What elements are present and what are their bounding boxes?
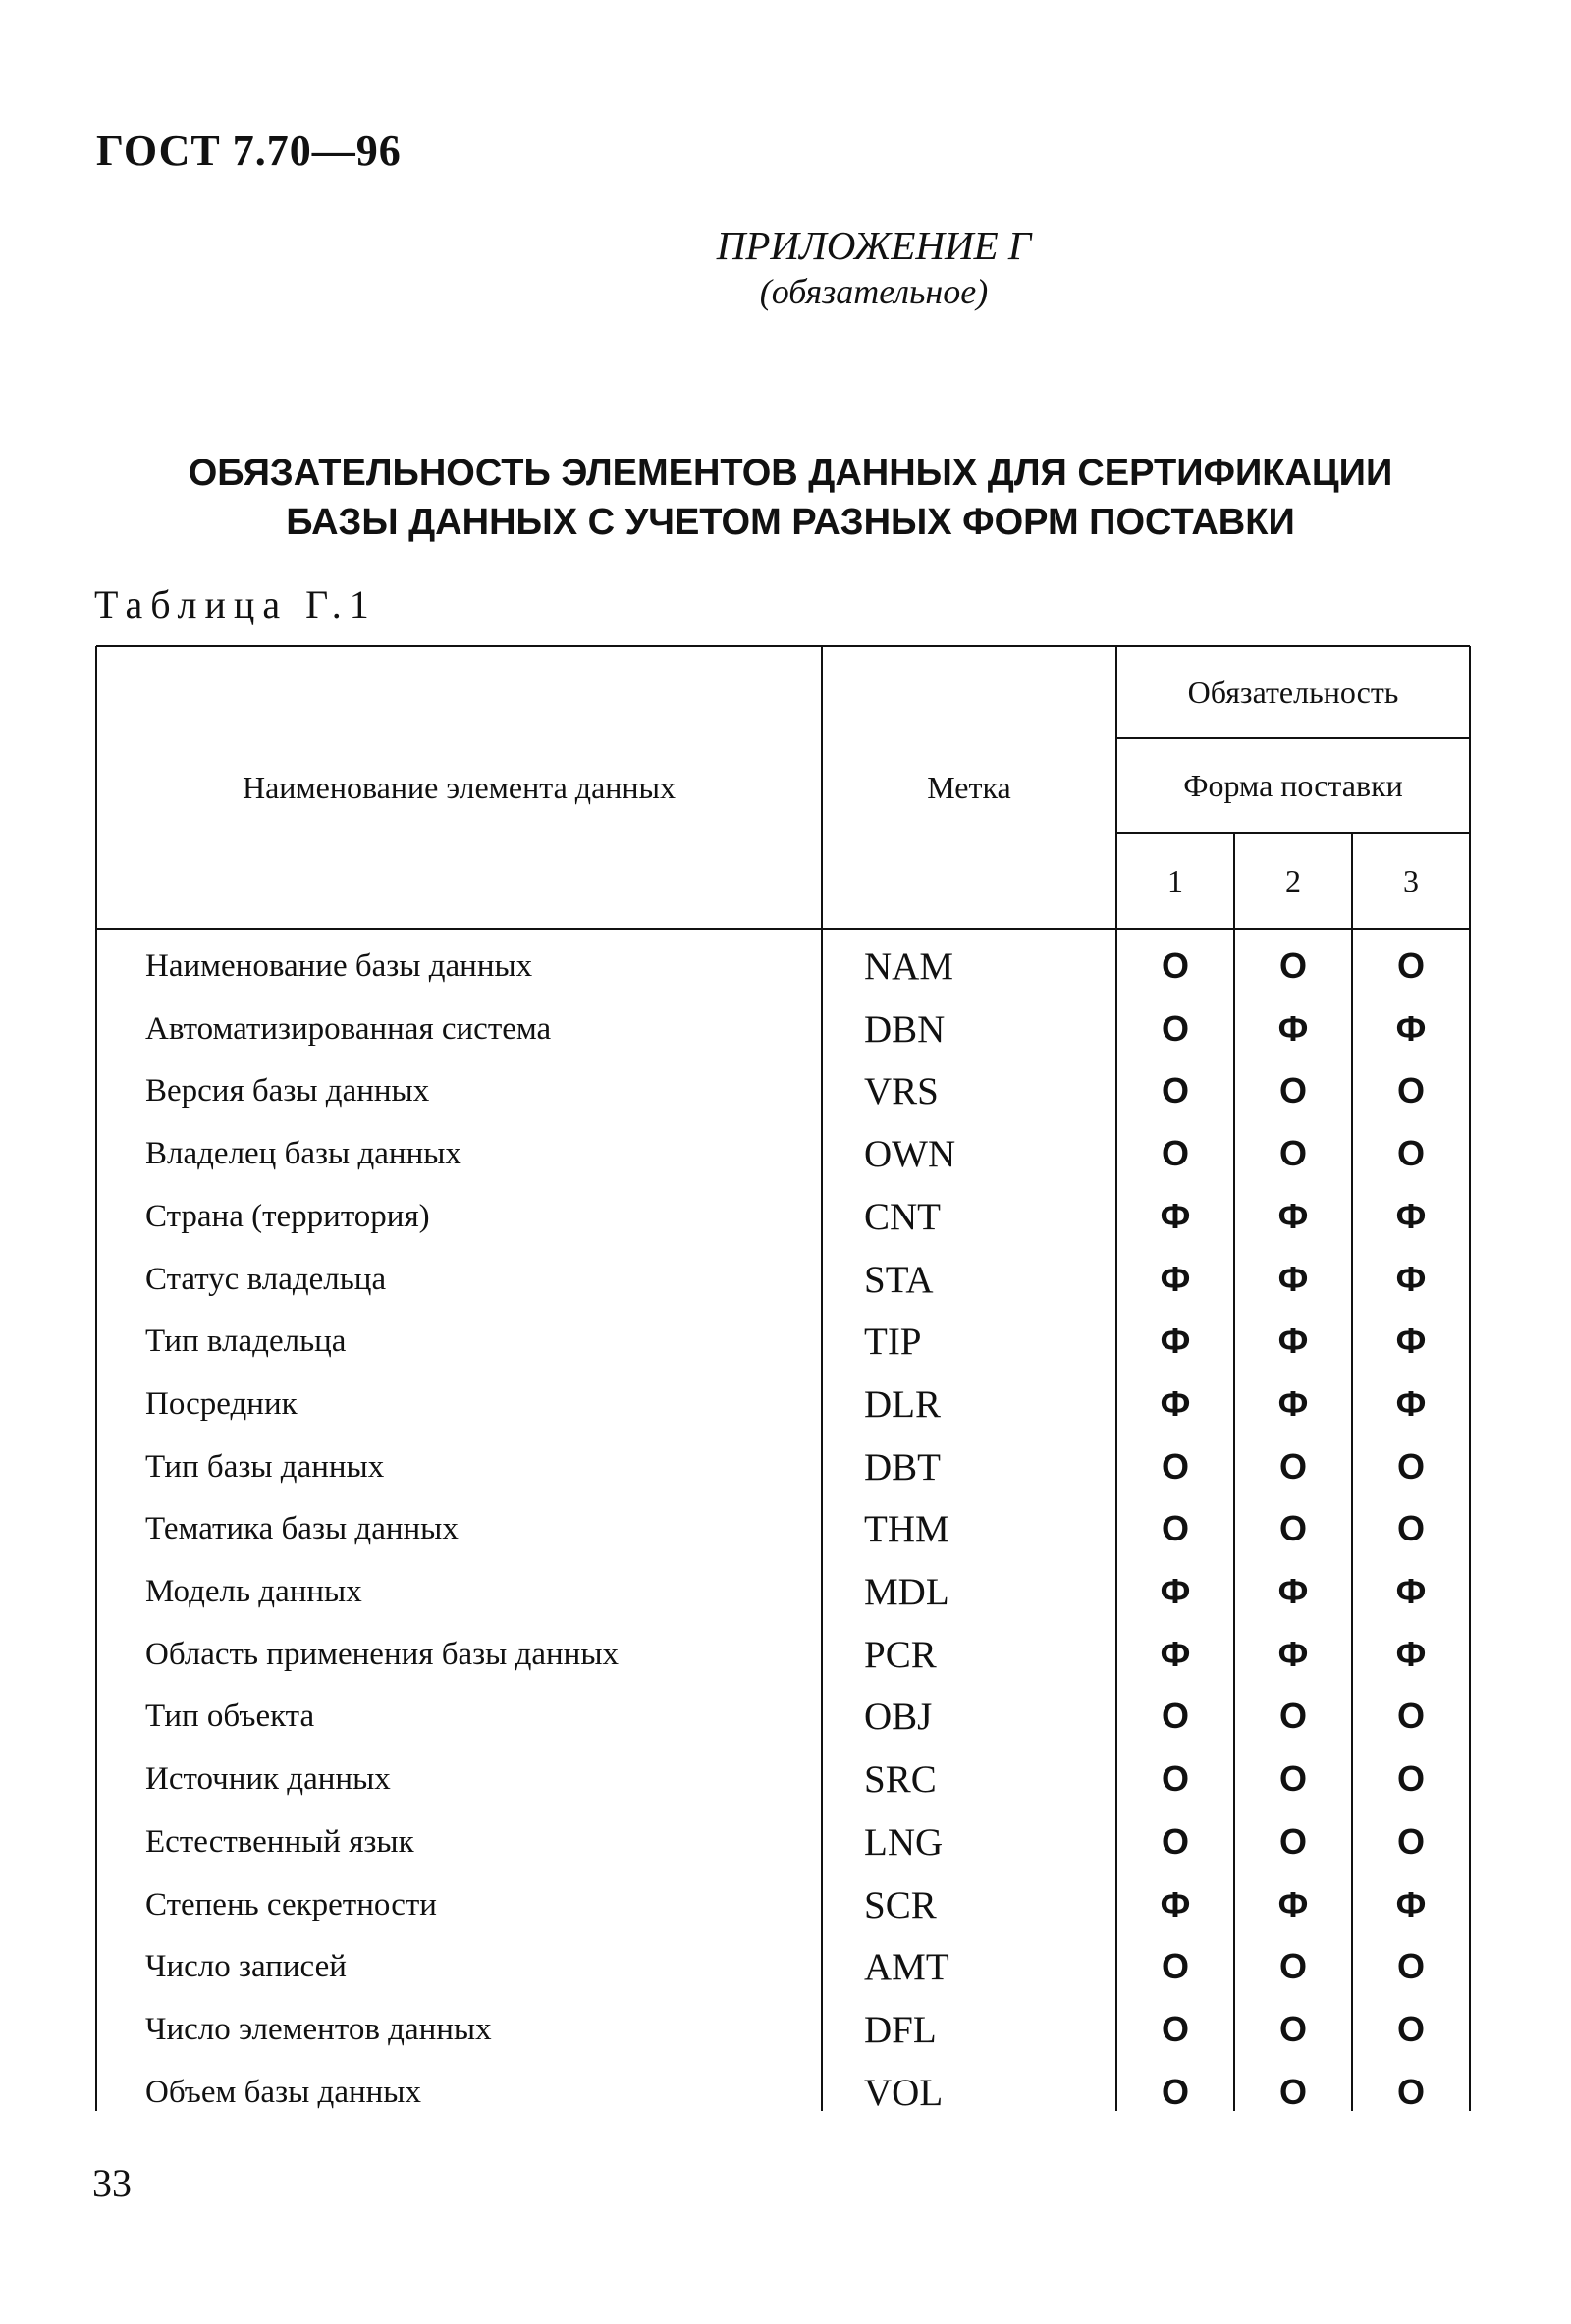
obligation-form-3: О [1396,2009,1425,2049]
page-number: 33 [92,2161,132,2205]
element-code: PCR [864,1633,937,1676]
element-name: Естественный язык [145,1823,414,1860]
obligation-form-3: Ф [1395,1259,1427,1299]
appendix-title: ПРИЛОЖЕНИЕ Г [716,223,1032,268]
obligation-form-1: Ф [1160,1634,1191,1674]
obligation-form-1: Ф [1160,1571,1191,1611]
element-name: Версия базы данных [145,1072,430,1108]
obligation-form-3: О [1396,1821,1425,1862]
obligation-form-1: О [1161,1696,1189,1736]
page-title-line-1: ОБЯЗАТЕЛЬНОСТЬ ЭЛЕМЕНТОВ ДАННЫХ ДЛЯ СЕРТИФИКАЦИИ [188,453,1393,494]
obligation-form-1: О [1161,1133,1189,1173]
obligation-form-2: Ф [1277,1008,1309,1049]
element-name: Число элементов данных [145,2011,492,2047]
header-obligation: Обязательность [1187,674,1399,710]
header-form-1: 1 [1167,862,1183,898]
obligation-form-1: Ф [1160,1884,1191,1924]
header-code: Метка [927,769,1011,805]
obligation-form-3: Ф [1395,1383,1427,1424]
obligation-form-3: О [1396,1696,1425,1736]
element-code: SRC [864,1757,937,1801]
element-name: Тематика базы данных [145,1510,459,1546]
element-code: LNG [864,1820,944,1864]
element-code: THM [864,1507,949,1550]
obligation-form-2: О [1278,1946,1307,1986]
obligation-form-3: О [1396,1508,1425,1548]
element-code: SCR [864,1883,937,1926]
obligation-form-3: Ф [1395,1008,1427,1049]
obligation-form-1: Ф [1160,1196,1191,1236]
obligation-form-1: Ф [1160,1321,1191,1361]
obligation-form-1: О [1161,1946,1189,1986]
obligation-form-3: О [1396,2072,1425,2112]
element-name: Число записей [145,1948,347,1984]
obligation-form-1: О [1161,1821,1189,1862]
obligation-form-2: Ф [1277,1571,1309,1611]
element-code: OBJ [864,1695,933,1738]
obligation-form-2: О [1278,2072,1307,2112]
obligation-form-2: О [1278,1821,1307,1862]
obligation-form-3: Ф [1395,1321,1427,1361]
obligation-form-3: О [1396,1070,1425,1110]
element-name: Посредник [145,1385,298,1422]
obligation-form-2: Ф [1277,1321,1309,1361]
element-code: AMT [864,1945,949,1988]
page-title [88,449,1492,547]
obligation-form-1: О [1161,1758,1189,1799]
element-code: DLR [864,1382,941,1426]
obligation-form-3: Ф [1395,1634,1427,1674]
element-code: NAM [864,945,954,988]
obligation-form-2: О [1278,946,1307,986]
element-code: DBN [864,1007,946,1051]
element-code: STA [864,1258,934,1301]
element-name: Статус владельца [145,1261,387,1297]
obligation-form-1: О [1161,1446,1189,1486]
element-name: Тип объекта [145,1698,315,1734]
page-title-line-2: БАЗЫ ДАННЫХ С УЧЕТОМ РАЗНЫХ ФОРМ ПОСТАВКИ [286,502,1295,543]
element-code: VRS [864,1069,939,1112]
obligation-form-2: О [1278,1070,1307,1110]
obligation-form-2: О [1278,1758,1307,1799]
element-name: Область применения базы данных [145,1636,620,1672]
header-delivery-form: Форма поставки [1183,767,1403,803]
element-code: DFL [864,2008,937,2051]
appendix-label [0,221,1571,313]
obligation-form-1: О [1161,2009,1189,2049]
obligation-form-2: О [1278,1133,1307,1173]
appendix-status: (обязательное) [759,272,989,311]
element-name: Модель данных [145,1573,362,1609]
obligation-form-2: О [1278,1446,1307,1486]
header-form-3: 3 [1403,862,1419,898]
obligation-form-2: Ф [1277,1884,1309,1924]
element-name: Степень секретности [145,1886,437,1922]
obligation-form-1: О [1161,1008,1189,1049]
element-name: Источник данных [145,1760,391,1797]
obligation-form-1: О [1161,946,1189,986]
obligation-form-1: О [1161,1070,1189,1110]
obligation-form-3: О [1396,1446,1425,1486]
obligation-form-2: Ф [1277,1383,1309,1424]
element-code: VOL [864,2071,944,2114]
obligation-form-3: О [1396,1133,1425,1173]
element-name: Наименование базы данных [145,947,533,984]
obligation-form-3: О [1396,1946,1425,1986]
element-name: Страна (территория) [145,1198,430,1234]
obligation-form-3: О [1396,1758,1425,1799]
obligation-form-1: О [1161,2072,1189,2112]
element-code: TIP [864,1320,922,1363]
obligation-form-2: Ф [1277,1196,1309,1236]
obligation-form-1: О [1161,1508,1189,1548]
header-element-name: Наименование элемента данных [242,769,677,805]
element-code: OWN [864,1132,956,1175]
obligation-form-3: О [1396,946,1425,986]
obligation-form-3: Ф [1395,1571,1427,1611]
obligation-form-2: Ф [1277,1634,1309,1674]
element-name: Объем базы данных [145,2074,421,2110]
obligation-form-2: Ф [1277,1259,1309,1299]
header-form-2: 2 [1285,862,1301,898]
obligation-form-3: Ф [1395,1884,1427,1924]
obligation-form-2: О [1278,1508,1307,1548]
obligation-form-2: О [1278,1696,1307,1736]
table-caption: Таблица Г.1 [94,582,377,626]
obligation-form-1: Ф [1160,1383,1191,1424]
element-code: DBT [864,1445,941,1488]
obligation-form-2: О [1278,2009,1307,2049]
obligation-form-3: Ф [1395,1196,1427,1236]
element-name: Владелец базы данных [145,1135,461,1171]
element-name: Автоматизированная система [145,1010,552,1047]
element-name: Тип базы данных [145,1448,385,1485]
element-code: MDL [864,1570,949,1613]
element-name: Тип владельца [145,1323,347,1359]
document-code: ГОСТ 7.70—96 [96,127,402,175]
obligation-form-1: Ф [1160,1259,1191,1299]
element-code: CNT [864,1195,941,1238]
